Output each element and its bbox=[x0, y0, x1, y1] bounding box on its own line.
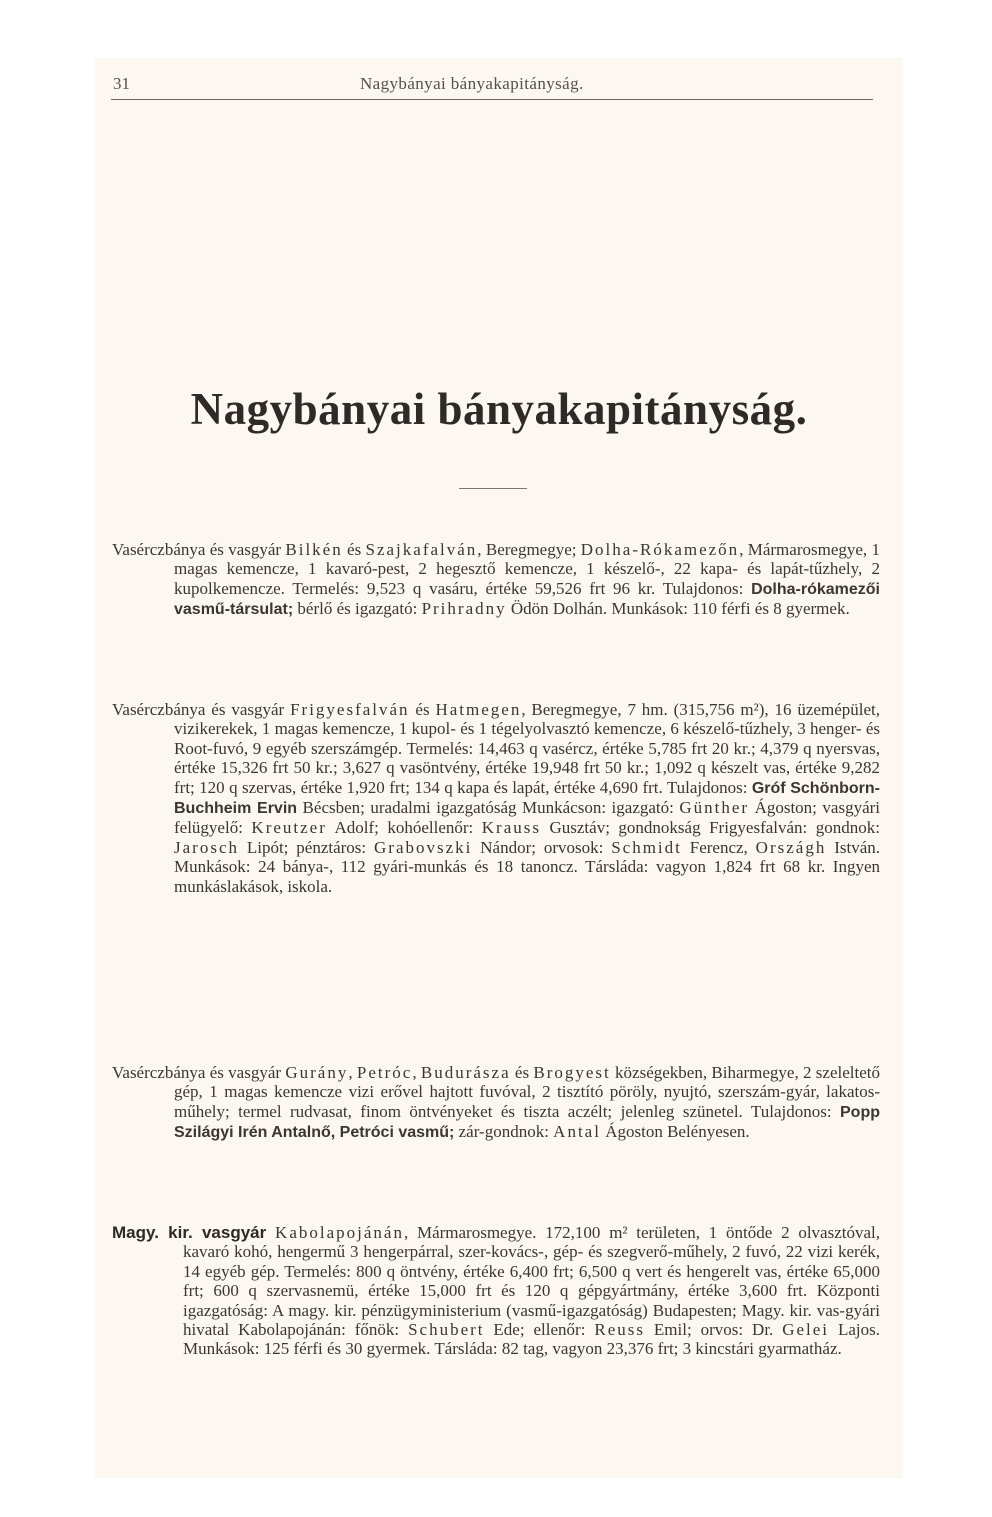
text-run: István. Munkások: 24 bánya-, 112 gyári-munkás és 18 tanoncz. Társláda: vagyon 1,824 frt 68 kr. Ingyen munkáslakások, iskola. bbox=[174, 837, 880, 896]
entry-text bbox=[112, 1063, 880, 1143]
book-page bbox=[95, 58, 903, 1478]
text-run: , Beregmegye, 7 hm. (315,756 m²), 16 üzemépület, vizikerekek, 1 magas kemencze, 1 kupol- és 1 tégelyolvasztó kemencze, 6 készelő-tűzhely, 3 henger- és Root-fuvó, 9 egyéb szerszámgép. Termelés: 14,463 q vasércz, értéke 5,785 frt 20 kr.; 4,379 q nyersvas, értéke 15,326 frt 50 kr.; 3,627 q vasöntvény, értéke 19,948 frt 50 kr.; 1,092 q készelt vas, értéke 9,282 frt; 120 q szervas, értéke 1,920 frt; 134 q kapa és lapát, értéke 4,690 frt. Tulajdonos: bbox=[174, 700, 880, 797]
text-run: és bbox=[342, 540, 366, 559]
place-name: Szajkafalván bbox=[365, 540, 478, 559]
text-run: zár-gondnok: bbox=[454, 1122, 554, 1142]
text-run: községekben, Biharmegye, 2 szeleltető gép, 1 magas kemencze vizi erővel hajtott fuvóval, 2 tisztító pöröly, nyujtó, szerszám-gyár, lakatos-műhely; termel rudvasat, finom öntvényeket és tiszta aczélt; jelenleg szünetel. Tulajdonos: bbox=[174, 1063, 880, 1121]
text-run: , bbox=[412, 1063, 421, 1082]
text-run: Lajos. Munkások: 125 férfi és 30 gyermek. Társláda: 82 tag, vagyon 23,376 frt; 3 kincstári gyarmatház. bbox=[183, 1320, 880, 1359]
text-run: Ede; ellenőr: bbox=[484, 1320, 595, 1340]
person-name: Gelei bbox=[782, 1320, 830, 1340]
text-run: Adolf; kohóellenőr: bbox=[326, 818, 482, 838]
entry-text bbox=[112, 1223, 880, 1359]
text-run: Nándor; orvosok: bbox=[472, 837, 612, 857]
person-name: Antal bbox=[553, 1122, 601, 1142]
place-name: Frigyesfalván bbox=[290, 700, 410, 719]
text-run: és bbox=[510, 1063, 534, 1082]
page-number: 31 bbox=[113, 74, 130, 93]
person-name: Krauss bbox=[481, 818, 541, 838]
entry-gurany bbox=[112, 1063, 880, 1143]
entry-bilke bbox=[112, 540, 880, 620]
running-header bbox=[113, 72, 873, 96]
person-name: Kreutzer bbox=[251, 818, 327, 838]
owner-name: Dolha-rókamezői vasmű-társulat; bbox=[174, 580, 880, 619]
place-name: Hatmegen bbox=[435, 700, 522, 719]
text-run: , Mármarosmegye, 1 magas kemencze, 1 kavaró-pest, 2 hegesztő kemencze, 1 készelő-, 22 kapa- és lapát-tűzhely, 2 kupolkemencze. Termelés: 9,523 q vasáru, értéke 59,526 frt 96 kr. Tulajdonos: bbox=[174, 540, 880, 598]
entry-heading: Magy. kir. vasgyár bbox=[112, 1223, 267, 1242]
running-title: Nagybányai bányakapitányság. bbox=[360, 74, 584, 93]
person-name: Jarosch bbox=[174, 837, 239, 857]
person-name: Országh bbox=[755, 837, 827, 857]
person-name: Prihradny bbox=[421, 599, 507, 619]
person-name: Grabovszki bbox=[374, 837, 473, 857]
place-name: Brogyest bbox=[533, 1063, 611, 1082]
entry-text bbox=[112, 700, 880, 896]
place-name: Dolha-Rókamezőn bbox=[580, 540, 740, 559]
text-run: bérlő és igazgató: bbox=[293, 599, 422, 619]
text-run: és bbox=[409, 700, 436, 719]
text-run: Ágoston; vasgyári felügyelő: bbox=[174, 798, 880, 838]
person-name: Reuss bbox=[594, 1320, 645, 1340]
person-name: Schubert bbox=[408, 1320, 485, 1340]
owner-name: Popp Szilágyi Irén Antalnő, Petróci vasmű; bbox=[174, 1103, 880, 1142]
text-run: Vasérczbánya és vasgyár bbox=[112, 540, 286, 559]
text-run: Vasérczbánya és vasgyár bbox=[112, 1063, 286, 1082]
place-name: Budurásza bbox=[420, 1063, 511, 1082]
header-rule bbox=[111, 99, 873, 100]
chapter-title: Nagybányai bányakapitányság. bbox=[190, 384, 808, 434]
owner-name: Gróf Schönborn-Buchheim Ervin bbox=[174, 779, 880, 818]
text-run bbox=[266, 1223, 275, 1242]
text-run: Vasérczbánya és vasgyár bbox=[112, 700, 291, 719]
person-name: Günther bbox=[679, 798, 750, 818]
entry-text bbox=[112, 540, 880, 620]
text-run: , bbox=[348, 1063, 357, 1082]
text-run: Emil; orvos: Dr. bbox=[644, 1320, 783, 1340]
place-name: Kabolapojánán bbox=[275, 1223, 404, 1242]
text-run: , Mármarosmegye. 172,100 m² területen, 1 öntőde 2 olvasztóval, kavaró kohó, hengermű 3 hengerpárral, szer-kovács-, gép- és szegverő-műhely, 2 fuvó, 22 vizi kerék, 14 egyéb gép. Termelés: 800 q öntvény, értéke 6,400 frt; 6,500 q vert és hengerelt vas, értéke 65,000 frt; 600 q szervasnemü, értéke 15,000 frt és 120 q gépgyártmány, értéke 3,600 frt. Központi igazgatóság: A magy. kir. pénzügyministerium (vasmű-igazgatóság) Budapesten; Magy. kir. vas-gyári hivatal Kabolapojánán: főnök: bbox=[183, 1223, 881, 1340]
text-run: Ágoston Belényesen. bbox=[600, 1122, 750, 1142]
place-name: Gurány bbox=[285, 1063, 349, 1082]
entry-frigyesfalva bbox=[112, 700, 880, 896]
text-run: Bécsben; uradalmi igazgatóság Munkácson: igazgató: bbox=[297, 798, 680, 818]
place-name: Bilkén bbox=[285, 540, 343, 559]
text-run: Ödön Dolhán. Munkások: 110 férfi és 8 gyermek. bbox=[506, 599, 850, 619]
place-name: Petróc bbox=[356, 1063, 413, 1082]
text-run: Gusztáv; gondnokság Frigyesfalván: gondnok: bbox=[540, 818, 880, 838]
text-run: Lipót; pénztáros: bbox=[238, 837, 375, 857]
text-run: , Beregmegye; bbox=[477, 540, 581, 559]
text-run: Ferencz, bbox=[681, 837, 756, 857]
title-rule bbox=[459, 488, 527, 489]
entry-kabolapojana bbox=[112, 1223, 880, 1359]
person-name: Schmidt bbox=[611, 837, 682, 857]
